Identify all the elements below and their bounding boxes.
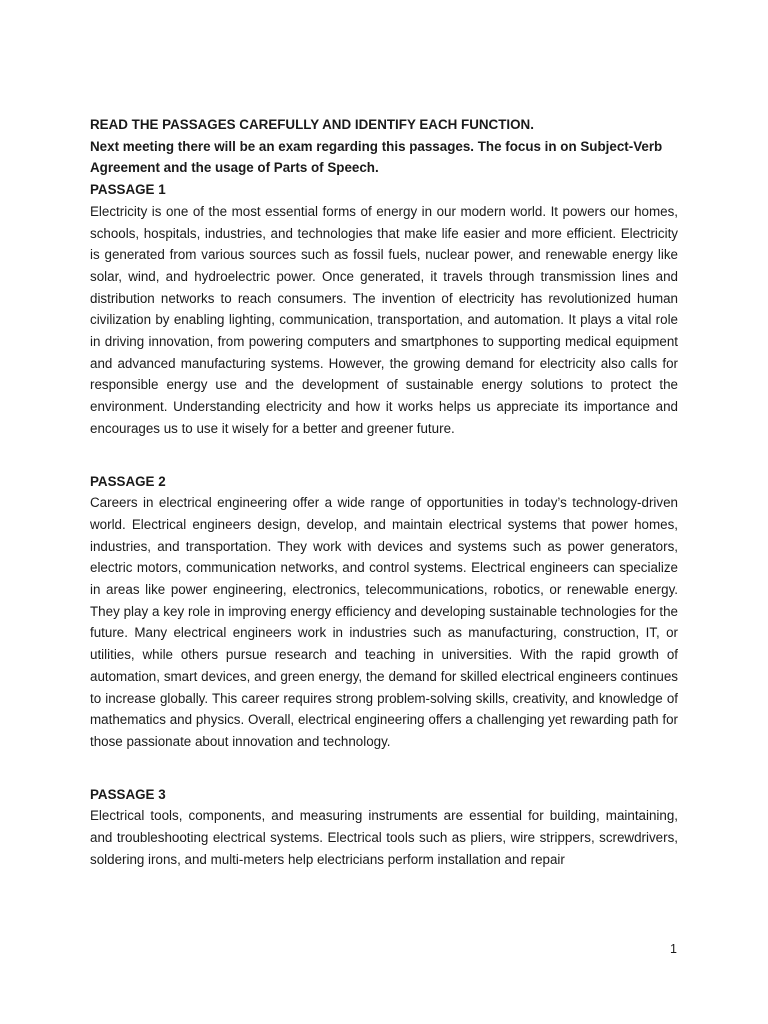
passage-2-text: Careers in electrical engineering offer a wide range of opportunities in today’s technology-driven world. Electrical engineers design, develop, and maintain electrical systems that power homes, industries, and transportation. They work with devices and systems such as power generators, electric motors, communication networks, and control systems. Electrical engineers can specialize in areas like power engineering, electronics, telecommunications, robotics, or renewable energy. They play a key role in improving energy efficiency and developing sustainable technologies for the future. Many electrical engineers work in industries such as manufacturing, construction, IT, or utilities, while others pursue research and teaching in universities. With the rapid growth of automation, smart devices, and green energy, the demand for skilled electrical engineers continues to increase globally. This career requires strong problem-solving skills, creativity, and knowledge of mathematics and physics. Overall, electrical engineering offers a challenging yet rewarding path for those passionate about innovation and technology. xyxy=(90,495,678,749)
passage-2-title: PASSAGE 2 xyxy=(90,473,166,489)
spacer xyxy=(90,753,678,784)
document-page xyxy=(90,114,678,871)
exam-notice: Next meeting there will be an exam regarding this passages. The focus in on Subject-Verb Agreement and the usage of Parts of Speech. xyxy=(90,138,663,176)
passage-1-text: Electricity is one of the most essential forms of energy in our modern world. It powers our homes, schools, hospitals, industries, and technologies that make life easier and more efficient. Electricity is generated from various sources such as fossil fuels, nuclear power, and renewable energy like solar, wind, and hydroelectric power. Once generated, it travels through transmission lines and distribution networks to reach consumers. The invention of electricity has revolutionized human civilization by enabling lighting, communication, transportation, and automation. It plays a vital role in driving innovation, from powering computers and smartphones to supporting medical equipment and advanced manufacturing systems. However, the growing demand for electricity also calls for responsible energy use and the development of sustainable energy solutions to protect the environment. Understanding electricity and how it works helps us appreciate its importance and encourages us to use it wisely for a better and greener future. xyxy=(90,203,678,436)
passage-3-title: PASSAGE 3 xyxy=(90,786,166,802)
page-number: 1 xyxy=(670,942,677,956)
spacer xyxy=(90,440,678,471)
passage-3-text: Electrical tools, components, and measuring instruments are essential for building, maintaining, and troubleshooting electrical systems. Electrical tools such as pliers, wire strippers, screwdrivers, soldering irons, and multi-meters help electricians perform installation and repair xyxy=(90,808,678,867)
instruction-heading: READ THE PASSAGES CAREFULLY AND IDENTIFY EACH FUNCTION. xyxy=(90,117,534,132)
passage-1-title: PASSAGE 1 xyxy=(90,182,166,198)
